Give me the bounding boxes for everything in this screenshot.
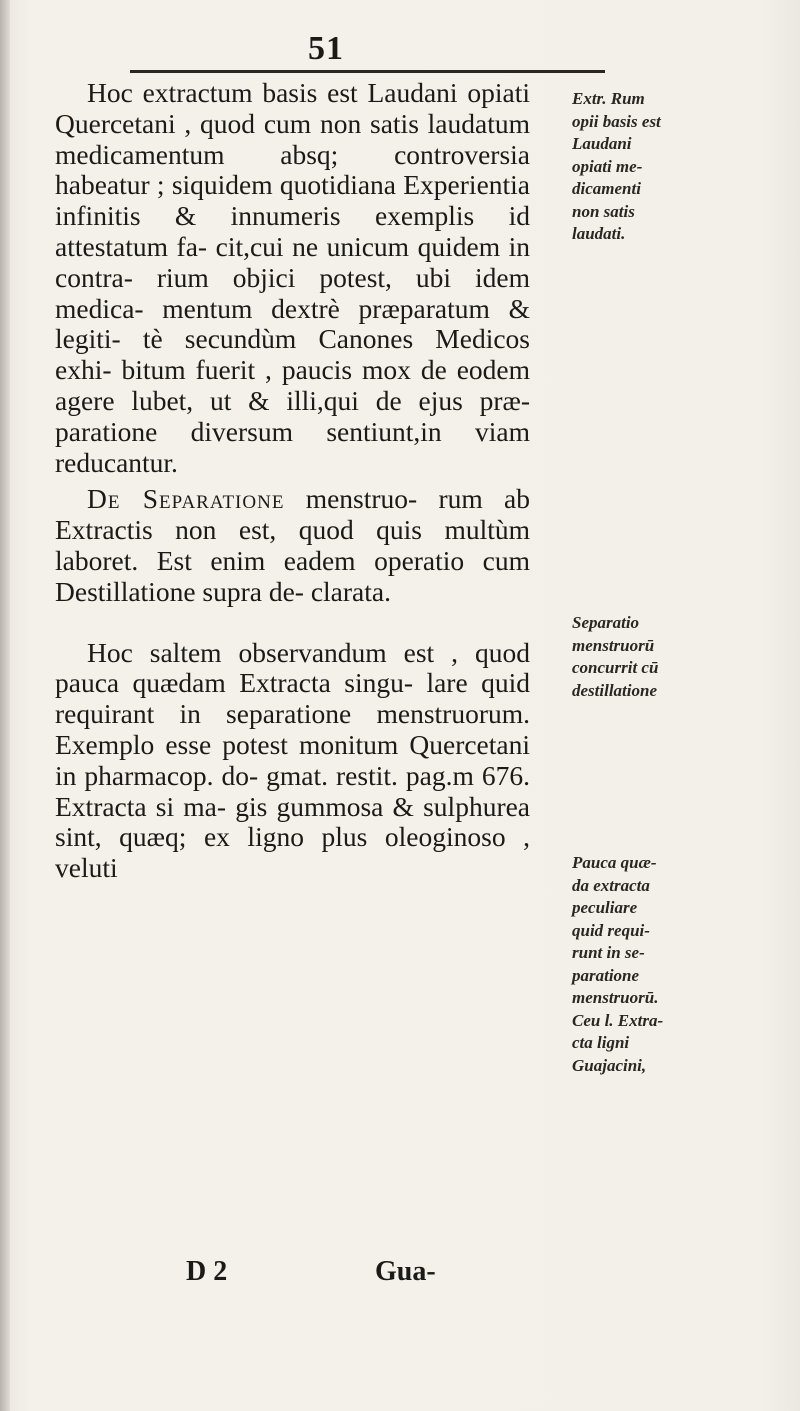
margin-line: Ceu l. Extra- — [572, 1010, 664, 1030]
text-line: quod pauca quædam Extracta singu- — [55, 636, 531, 699]
margin-line: menstruorū. — [572, 988, 659, 1007]
text-line: Hoc extractum basis est Laudani — [87, 77, 458, 108]
page-number: 51 — [308, 30, 344, 67]
text-line: Hoc saltem observandum est , — [87, 636, 459, 668]
text-line: clarata. — [310, 575, 391, 607]
margin-line: Pauca quæ- — [572, 853, 657, 872]
text-line: ex ligno plus oleoginoso , veluti — [55, 821, 530, 884]
signature-mark: D 2 — [186, 1256, 228, 1287]
text-line: satis laudatum medicamentum absq; — [55, 107, 531, 170]
text-line: multùm laboret. Est enim eadem — [55, 514, 530, 576]
text-line: monitum Quercetani in pharmacop. do- — [55, 728, 530, 791]
main-text-block — [55, 78, 530, 884]
margin-note-extractum — [572, 88, 792, 246]
paragraph-extractum — [55, 78, 530, 478]
margin-note-pauca — [572, 852, 792, 1077]
text-line: menstruo- — [284, 483, 418, 515]
margin-line: peculiare — [572, 898, 638, 917]
text-line: tè secundùm Canones Medicos exhi- — [55, 323, 530, 386]
margin-line: menstruorū — [572, 635, 655, 655]
text-line: gis gummosa & sulphurea sint, quæq; — [55, 790, 531, 853]
margin-line: non satis — [572, 201, 635, 221]
margin-line: dicamenti — [572, 179, 641, 198]
text-line: controversia habeatur ; siquidem — [55, 138, 530, 201]
margin-line: runt in se- — [572, 943, 645, 962]
catchword: Gua- — [375, 1256, 436, 1287]
paragraph-hoc-saltem — [55, 638, 530, 884]
header-rule — [130, 70, 605, 73]
text-line: operatio cum Destillatione supra de- — [55, 544, 530, 607]
text-line: gmat. restit. pag.m 676. Extracta si ma- — [55, 759, 530, 822]
margin-line: opiati me- — [572, 156, 643, 176]
margin-line: opii basis est — [572, 111, 661, 131]
text-line: menstruorum. Exemplo esse potest — [55, 698, 530, 760]
page-gutter-shadow — [0, 0, 10, 1411]
text-line: paratione diversum sentiunt,in viam — [55, 415, 530, 447]
margin-line: quid requi- — [572, 920, 650, 940]
margin-line: Guajacini, — [572, 1055, 647, 1075]
margin-note-separatio — [572, 612, 792, 702]
margin-line: da extracta — [572, 875, 650, 895]
margin-line: Laudani — [572, 134, 632, 153]
text-line: quotidiana Experientia infinitis & — [55, 169, 531, 232]
margin-line: destillatione — [572, 680, 657, 700]
paragraph-de-separatione — [55, 484, 530, 607]
text-line: opiati Quercetani , quod cum non — [55, 77, 530, 139]
text-line: cit,cui ne unicum quidem in contra- — [55, 230, 531, 293]
margin-line: Separatio — [572, 613, 640, 632]
text-line: innumeris exemplis id attestatum fa- — [55, 200, 530, 262]
section-lead: De Separatione — [87, 483, 285, 515]
text-line: lare quid requirant in separatione — [55, 667, 530, 730]
text-line: agere lubet, ut & illi,qui de ejus præ- — [55, 384, 530, 416]
margin-line: paratione — [572, 965, 640, 985]
margin-line: laudati. — [572, 224, 626, 243]
margin-line: Extr. Rum — [572, 89, 645, 108]
text-line: reducantur. — [55, 446, 178, 478]
text-line: bitum fuerit , paucis mox de eodem — [121, 354, 530, 386]
margin-line: concurrit cū — [572, 658, 659, 677]
text-line: mentum dextrè præparatum & legiti- — [55, 292, 531, 355]
text-line: rium objici potest, ubi idem medica- — [55, 261, 531, 324]
margin-line: cta ligni — [572, 1033, 630, 1052]
text-line: rum ab Extractis non est, quod quis — [55, 483, 530, 546]
